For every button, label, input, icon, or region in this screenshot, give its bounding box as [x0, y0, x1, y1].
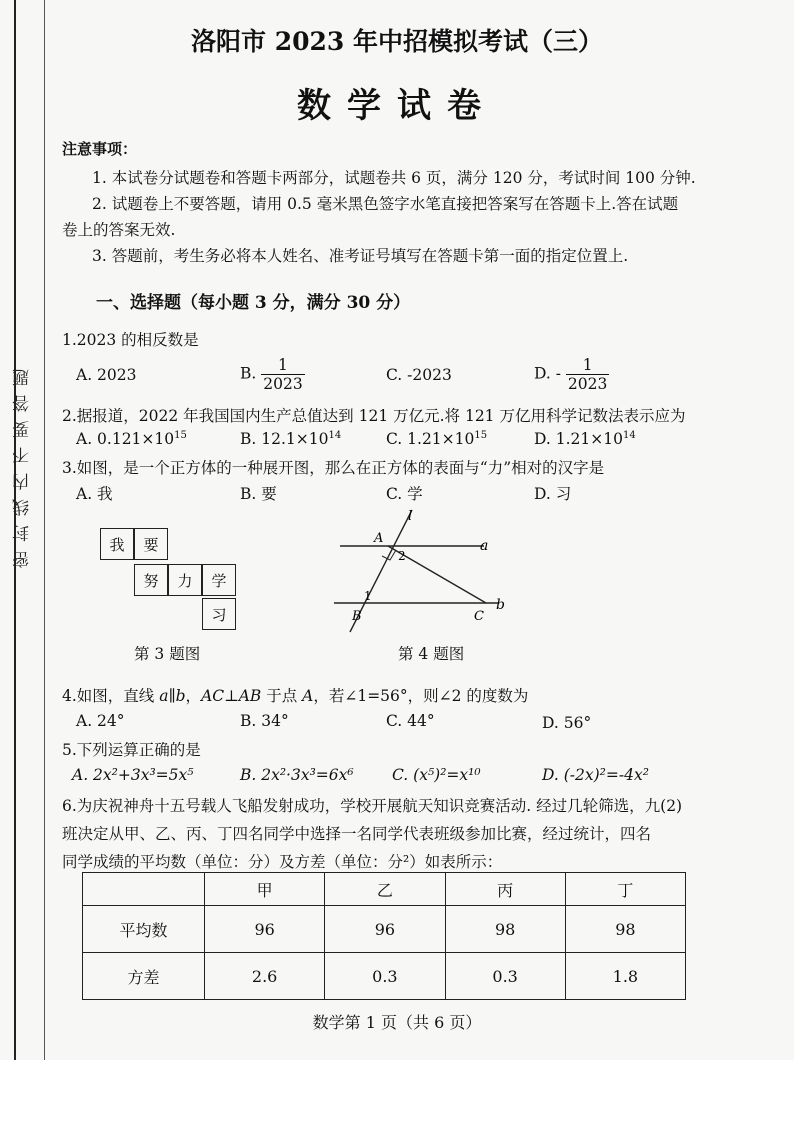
table-cell: 2.6: [205, 953, 325, 1000]
table-cell: 98: [445, 906, 565, 953]
seal-text: 密封线内不要答题: [13, 360, 33, 568]
q4-option-c: C. 44°: [386, 712, 435, 730]
table-header-cell: 甲: [205, 873, 325, 906]
notice-item: 3. 答题前，考生务必将本人姓名、准考证号填写在答题卡第一面的指定位置上.: [92, 247, 629, 265]
q2-a-exp: 15: [174, 430, 187, 441]
label-a: a: [480, 538, 489, 554]
table-header-cell: 丙: [445, 873, 565, 906]
q4-math: A: [302, 687, 314, 705]
question-1-stem: 1.2023 的相反数是: [62, 331, 199, 349]
q2-b-base: B. 12.1×10: [240, 430, 329, 449]
q4-math: a∥b: [159, 687, 186, 705]
score-table: [82, 872, 686, 1000]
question-5-stem: 5.下列运算正确的是: [62, 741, 201, 759]
question-6-line: 班决定从甲、乙、丙、丁四名同学中选择一名同学代表班级参加比赛，经过统计，四名: [62, 825, 652, 843]
net-face: 力: [168, 564, 202, 596]
q2-option-c: [386, 430, 487, 448]
label-point-b: B: [352, 609, 362, 624]
angle-2-label: 2: [398, 549, 406, 563]
label-point-a: A: [374, 531, 384, 546]
table-header-cell: 乙: [325, 873, 445, 906]
section-heading: 一、选择题（每小题 3 分，满分 30 分）: [96, 293, 411, 313]
q5-option-c: C. (x⁵)²=x¹⁰: [392, 766, 481, 784]
question-6-line: 6.为庆祝神舟十五号载人飞船发射成功，学校开展航天知识竞赛活动. 经过几轮筛选，九(2): [62, 797, 683, 815]
table-row: [83, 906, 686, 953]
denominator: 2023: [567, 375, 608, 393]
page-footer: 数学第 1 页（共 6 页）: [312, 1013, 482, 1032]
q1-d-label: D. -: [534, 364, 561, 383]
notice-heading: 注意事项：: [62, 140, 138, 158]
question-2-stem: 2.据报道，2022 年我国国内生产总值达到 121 万亿元.将 121 万亿用科学记数法表示应为: [62, 407, 686, 425]
notice-item: 卷上的答案无效.: [62, 221, 176, 239]
q5-option-a: A. 2x²+3x³=5x⁵: [72, 766, 194, 784]
question-3-stem: 3.如图，是一个正方体的一种展开图，那么在正方体的表面与“力”相对的汉字是: [62, 459, 605, 477]
q4-text: ，若∠1=56°，则∠2 的度数为: [313, 687, 529, 705]
table-cell: 方差: [83, 953, 205, 1000]
q3-option-b: B. 要: [240, 485, 277, 503]
q2-d-exp: 14: [622, 430, 636, 441]
label-l: l: [408, 509, 413, 524]
exam-title: 洛阳市 2023 年中招模拟考试（三）: [191, 27, 603, 56]
q5-option-d: D. (-2x)²=-4x²: [542, 766, 649, 784]
table-cell: 0.3: [325, 953, 445, 1000]
table-header-row: [83, 873, 686, 906]
figure-3-caption: 第 3 题图: [134, 645, 201, 663]
table-header-cell: 丁: [565, 873, 685, 906]
table-cell: 平均数: [83, 906, 205, 953]
q4-option-a: A. 24°: [76, 712, 125, 730]
q2-option-a: [76, 430, 187, 448]
denominator: 2023: [263, 375, 303, 393]
q4-text: ，: [185, 687, 202, 705]
q1-b-fraction: [261, 356, 304, 393]
label-point-c: C: [474, 609, 484, 624]
net-face: 努: [134, 564, 168, 596]
q2-a-base: A. 0.121×10: [76, 430, 175, 449]
q3-option-a: A. 我: [76, 485, 113, 503]
net-face: 习: [202, 598, 236, 630]
table-cell: 0.3: [445, 953, 565, 1000]
q2-c-base: C. 1.21×10: [386, 430, 475, 449]
table-cell: 96: [205, 906, 325, 953]
q1-option-d: [534, 356, 609, 393]
table-cell: 1.8: [565, 953, 685, 1000]
question-4-stem: [62, 684, 528, 706]
binding-line-inner: [44, 0, 45, 1060]
net-face: 我: [100, 528, 134, 560]
q1-d-fraction: [566, 356, 609, 393]
q4-text: 于点: [261, 687, 303, 705]
q2-option-b: [240, 430, 341, 448]
q1-option-b: [240, 356, 305, 393]
figure-4-caption: 第 4 题图: [398, 645, 465, 663]
label-b: b: [496, 597, 505, 613]
q1-option-a: A. 2023: [76, 366, 137, 384]
table-cell: 96: [325, 906, 445, 953]
table-cell: 98: [565, 906, 685, 953]
table-row: [83, 953, 686, 1000]
notice-item: 2. 试题卷上不要答题，请用 0.5 毫米黑色签字水笔直接把答案写在答题卡上.答在试题: [92, 195, 679, 213]
q2-b-exp: 14: [328, 430, 342, 441]
angle-1-label: 1: [364, 589, 372, 603]
q2-c-exp: 15: [474, 430, 488, 441]
q4-option-d: D. 56°: [542, 714, 592, 732]
q2-d-base: D. 1.21×10: [534, 430, 623, 449]
net-face: 要: [134, 528, 168, 560]
q1-b-label: B.: [240, 364, 257, 383]
table-header-cell: [83, 873, 205, 906]
q4-option-b: B. 34°: [240, 712, 289, 730]
numerator: 1: [261, 356, 304, 375]
numerator: 1: [566, 356, 609, 375]
geometry-figure-4: [326, 506, 526, 636]
exam-subject: 数学试卷: [297, 86, 497, 126]
q4-math: AC⊥AB: [201, 687, 262, 705]
q3-option-c: C. 学: [386, 485, 423, 503]
question-6-line: 同学成绩的平均数（单位：分）及方差（单位：分²）如表所示：: [62, 853, 503, 871]
q4-text: 4.如图，直线: [62, 687, 160, 705]
q1-option-c: C. -2023: [386, 366, 452, 384]
q2-option-d: [534, 430, 636, 448]
q3-option-d: D. 习: [534, 485, 572, 503]
q5-option-b: B. 2x²·3x³=6x⁶: [240, 766, 354, 784]
notice-item: 1. 本试卷分试题卷和答题卡两部分，试题卷共 6 页，满分 120 分，考试时间 100 分钟.: [92, 169, 696, 187]
net-face: 学: [202, 564, 236, 596]
